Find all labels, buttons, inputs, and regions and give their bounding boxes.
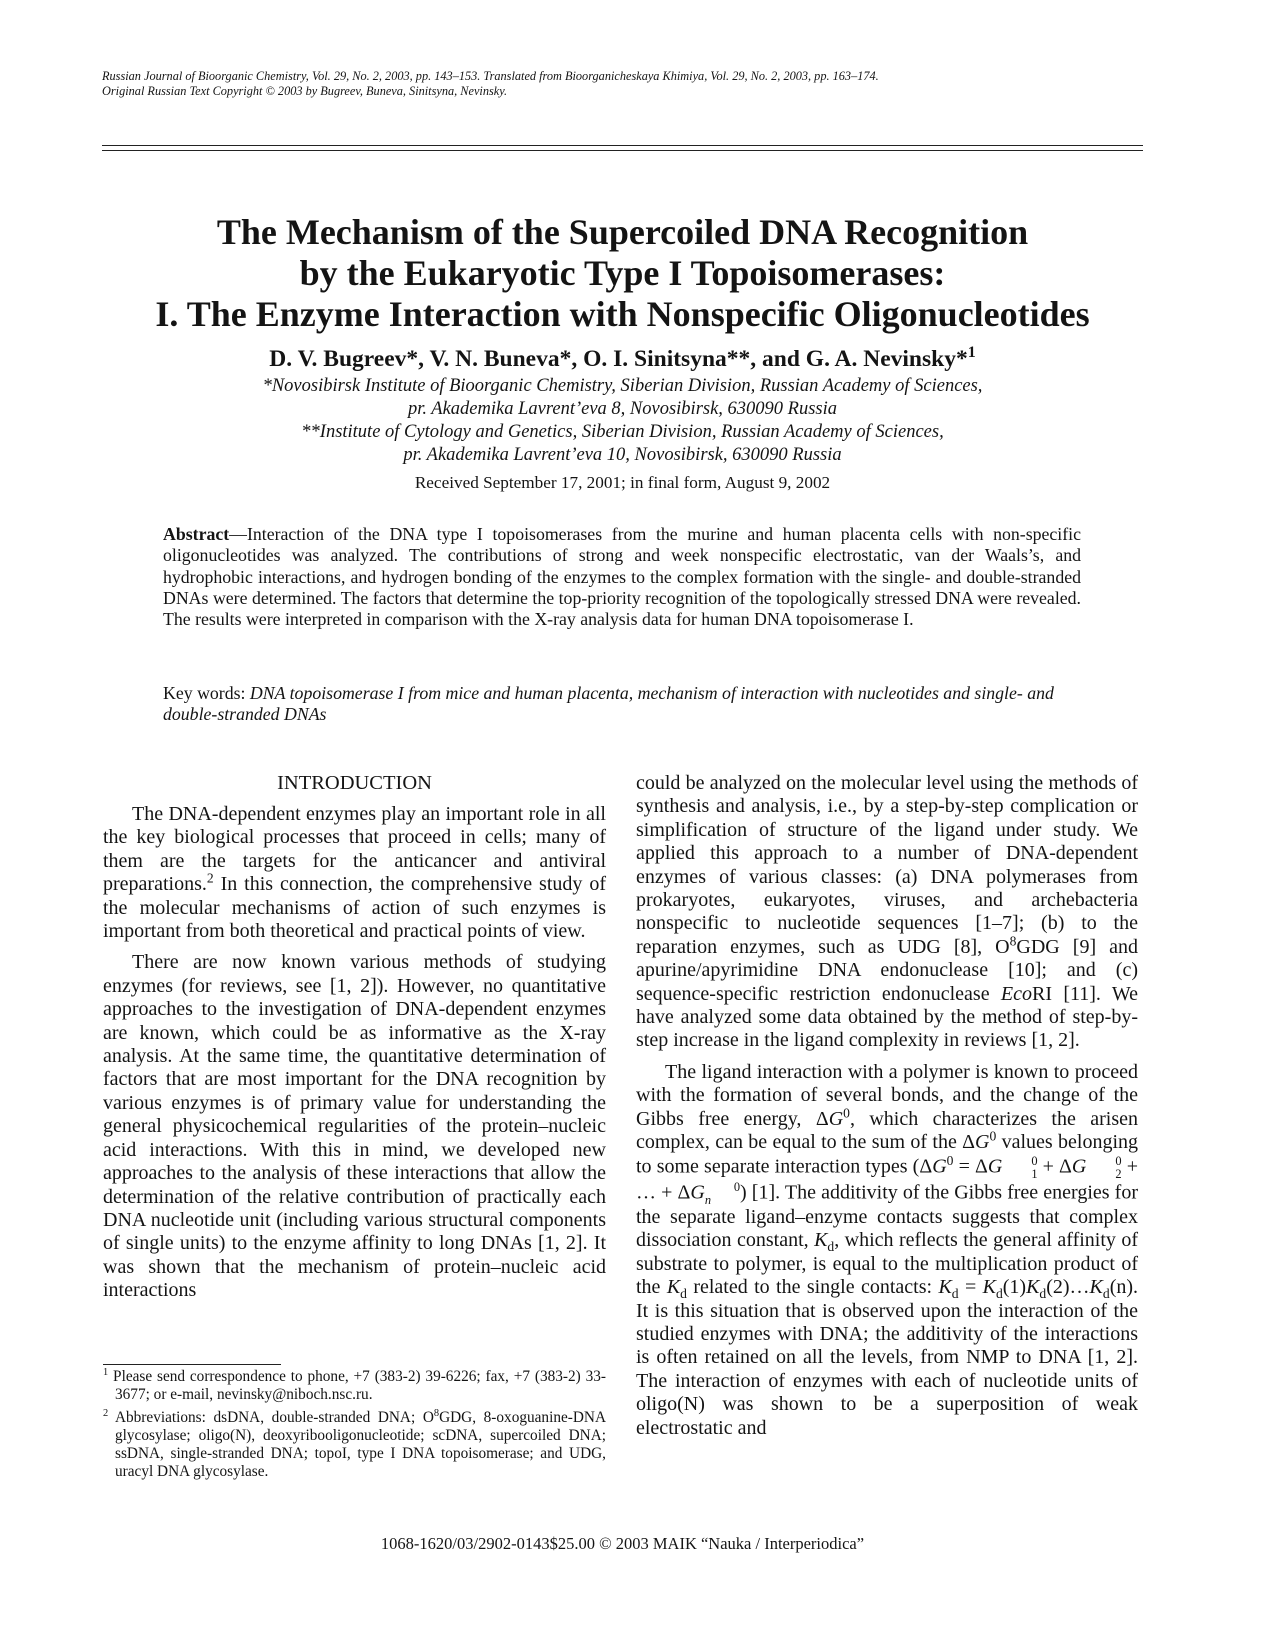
abstract-label: Abstract (163, 524, 230, 544)
footnotes (103, 1368, 606, 1486)
abstract (163, 524, 1081, 630)
keywords-text: DNA topoisomerase I from mice and human placenta, mechanism of interaction with nucleotides and single- and double-stranded DNAs (163, 683, 1054, 725)
intro-paragraph-2-continued: could be analyzed on the molecular level using the methods of synthesis and analysis, i.e., by a step-by-step complication or simplification of structure of the ligand under study. We applied this approach to a number of DNA-dependent enzymes of various classes: (a) DNA polymerases from prokaryotes, eukaryotes, viruses, and archebacteria nonspecific to nucleotide sequences [1–7]; (b) to the reparation enzymes, such as UDG [8], $O^8GDG$ [9] and apurine/apyrimidine DNA endonuclease [10]; and (c) sequence-specific restriction endonuclease EcoRI [11]. We have analyzed some data obtained by the method of step-by-step increase in the ligand complexity in reviews [1, 2]. (636, 772, 1139, 1052)
title-line-3: I. The Enzyme Interaction with Nonspecific Oligonucleotides (155, 294, 1090, 334)
header-line-2: Original Russian Text Copyright © 2003 by Bugreev, Buneva, Sinitsyna, Nevinsky. (102, 84, 508, 98)
paper-title (80, 212, 1165, 335)
journal-header (102, 69, 1142, 99)
left-column (103, 772, 606, 1303)
keywords-label: Key words: (163, 683, 250, 703)
affiliation-1-line-1: *Novosibirsk Institute of Bioorganic Chemistry, Siberian Division, Russian Academy of Sciences, (262, 376, 983, 396)
authors-text: D. V. Bugreev*, V. N. Buneva*, O. I. Sinitsyna**, and G. A. Nevinsky* (269, 346, 968, 372)
affiliation-2-line-2: pr. Akademika Lavrent’eva 10, Novosibirsk, 630090 Russia (403, 445, 842, 465)
intro-paragraph-3: The ligand interaction with a polymer is known to proceed with the formation of several bonds, and the change of the Gibbs free energy, $\Delta G^0$, which characterizes the arisen complex, can be equal to the sum of the $\Delta G^0$ values belonging to some separate interaction types ($\Delta G^0 = \Delta G$ 0 1 + ΔG 0 2 + … + ΔG 0 n ) [1]. The additivity of the Gibbs free energies for the separate ligand–enzyme contacts suggests that complex dissociation constant, $K_d$, which reflects the general affinity of substrate to polymer, is equal to the multiplication product of the $K_d$ related to the single contacts: $K_d$ = $K_d(1)K_d(2)\dots K_d(n)$. It is this situation that is observed upon the interaction of the studied enzymes with DNA; the additivity of the interactions is often retained on all the levels, from NMP to DNA [1, 2]. The interaction of enzymes with each of nucleotide units of oligo(N) was shown to be a superposition of weak electrostatic and (636, 1060, 1139, 1439)
abstract-text: —Interaction of the DNA type I topoisomerases from the murine and human placenta cells with non-specific oligonucleotides was analyzed. The contributions of strong and week nonspecific electrostatic, van der Waals’s, and hydrophobic interactions, and hydrogen bonding of the enzymes to the complex formation with the single- and double-stranded DNAs were determined. The factors that determine the top-priority recognition of the topologically stressed DNA were revealed. The results were interpreted in comparison with the X-ray analysis data for human DNA topoisomerase I. (163, 524, 1081, 630)
affiliation-2 (80, 421, 1165, 467)
header-rule-top (102, 145, 1143, 146)
page-footer-copyright: 1068-1620/03/2902-0143$25.00 © 2003 MAIK “Nauka / Interperiodica” (380, 1534, 865, 1553)
intro-paragraph-1: The DNA-dependent enzymes play an important role in all the key biological processes that proceed in cells; many of them are the targets for the anticancer and antiviral preparations.$^2$ In this connection, the comprehensive study of the molecular mechanisms of action of such enzymes is important from both theoretical and practical points of view. (103, 803, 606, 943)
affiliation-1 (80, 375, 1165, 421)
footnote-2: $^2$ Abbreviations: dsDNA, double-stranded DNA; $O^8GDG$, 8-oxoguanine-DNA glycosylase; oligo(N), deoxyribooligonucleotide; scDNA, supercoiled DNA; ssDNA, single-stranded DNA; topoI, type I DNA topoisomerase; and UDG, uracyl DNA glycosylase. (103, 1407, 606, 1481)
title-line-1: The Mechanism of the Supercoiled DNA Recognition (216, 212, 1029, 252)
header-line-1: Russian Journal of Bioorganic Chemistry, Vol. 29, No. 2, 2003, pp. 143–153. Translated from Bioorganicheskaya Khimiya, Vol. 29, No. 2, 2003, pp. 163–174. (102, 69, 879, 83)
author-list (80, 345, 1165, 373)
intro-paragraph-2: There are now known various methods of studying enzymes (for reviews, see [1, 2]). However, no quantitative approaches to the investigation of DNA-dependent enzymes are known, which could be as informative as the X-ray analysis. At the same time, the quantitative determination of factors that are most important for the DNA recognition by various enzymes is of primary value for understanding the general physicochemical regularities of the protein–nucleic acid interactions. With this in mind, we developed new approaches to the analysis of these interactions that allow the determination of the relative contribution of practically each DNA nucleotide unit (including various structural components of single units) to the enzyme affinity to long DNAs [1, 2]. It was shown that the mechanism of protein–nucleic acid interactions (103, 951, 606, 1302)
title-line-2: by the Eukaryotic Type I Topoisomerases: (299, 253, 946, 293)
header-rule-bottom (102, 150, 1143, 151)
footnote-1: $^1$ Please send correspondence to phone, +7 (383-2) 39-6226; fax, +7 (383-2) 33-3677; or e-mail, nevinsky@niboch.nsc.ru. (103, 1366, 606, 1404)
keywords (163, 683, 1081, 726)
received-dates: Received September 17, 2001; in final form, August 9, 2002 (414, 473, 831, 492)
footnote-rule (103, 1364, 281, 1365)
right-column (636, 772, 1138, 1440)
affiliation-2-line-1: **Institute of Cytology and Genetics, Siberian Division, Russian Academy of Sciences, (301, 422, 944, 442)
affiliation-1-line-2: pr. Akademika Lavrent’eva 8, Novosibirsk, 630090 Russia (407, 399, 838, 419)
section-heading-introduction: INTRODUCTION (277, 772, 432, 794)
author-footnote-mark: 1 (967, 344, 976, 362)
